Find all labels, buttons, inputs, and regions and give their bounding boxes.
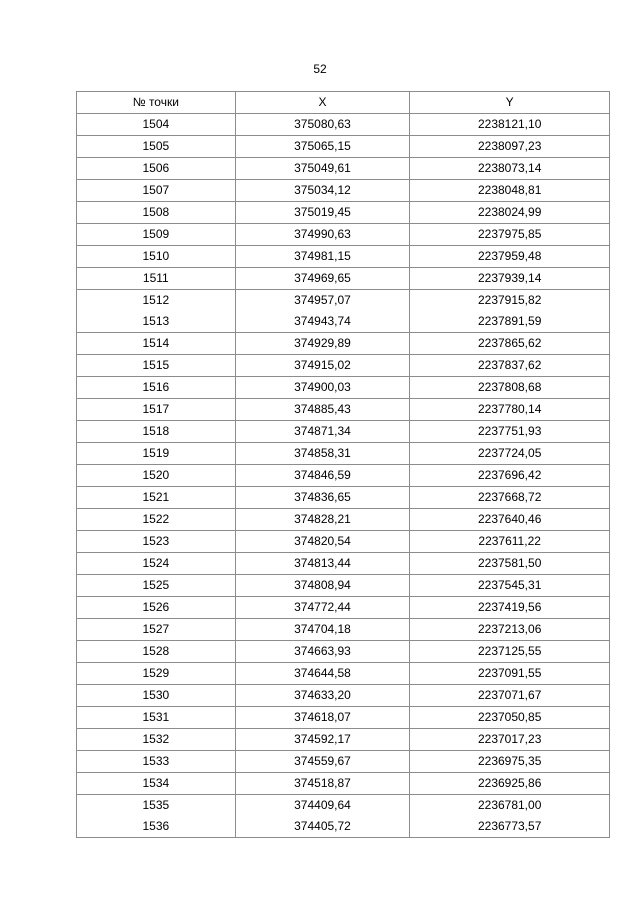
cell-y: 2237724,05 [410,443,610,465]
table-row [77,509,610,531]
coordinates-table [76,91,610,838]
table-row [77,158,610,180]
cell-x: 374943,74 [235,311,410,333]
table-row [77,421,610,443]
table-header-row [77,92,610,114]
table-row [77,663,610,685]
table-row [77,685,610,707]
cell-point-number: 1520 [77,465,236,487]
cell-point-number: 1510 [77,246,236,268]
table-row [77,531,610,553]
cell-point-number: 1532 [77,729,236,751]
cell-point-number: 1533 [77,751,236,773]
table-row [77,487,610,509]
table-row [77,202,610,224]
cell-point-number: 1535 [77,795,236,817]
cell-point-number: 1516 [77,377,236,399]
cell-x: 375065,15 [235,136,410,158]
table-row [77,641,610,663]
table-row [77,553,610,575]
cell-y: 2237213,06 [410,619,610,641]
cell-x: 374409,64 [235,795,410,817]
column-header-point: № точки [77,92,236,114]
cell-point-number: 1508 [77,202,236,224]
cell-x: 374663,93 [235,641,410,663]
cell-y: 2237808,68 [410,377,610,399]
cell-y: 2238024,99 [410,202,610,224]
table-row [77,816,610,838]
cell-x: 375034,12 [235,180,410,202]
cell-x: 374813,44 [235,553,410,575]
cell-y: 2238097,23 [410,136,610,158]
cell-x: 374929,89 [235,333,410,355]
cell-y: 2238121,10 [410,114,610,136]
cell-point-number: 1521 [77,487,236,509]
cell-x: 374957,07 [235,290,410,312]
cell-point-number: 1530 [77,685,236,707]
table-row [77,333,610,355]
table-row [77,597,610,619]
cell-point-number: 1514 [77,333,236,355]
cell-x: 374618,07 [235,707,410,729]
cell-x: 374559,67 [235,751,410,773]
table-body [77,114,610,838]
cell-y: 2237780,14 [410,399,610,421]
cell-x: 374885,43 [235,399,410,421]
cell-y: 2237975,85 [410,224,610,246]
table-row [77,268,610,290]
cell-x: 374871,34 [235,421,410,443]
cell-x: 374633,20 [235,685,410,707]
table-row [77,136,610,158]
table-row [77,311,610,333]
cell-y: 2237891,59 [410,311,610,333]
cell-y: 2237865,62 [410,333,610,355]
cell-y: 2237696,42 [410,465,610,487]
table-row [77,795,610,817]
cell-x: 375049,61 [235,158,410,180]
cell-point-number: 1506 [77,158,236,180]
cell-y: 2238048,81 [410,180,610,202]
table-row [77,246,610,268]
cell-x: 374836,65 [235,487,410,509]
cell-x: 375019,45 [235,202,410,224]
page-number: 52 [313,62,327,76]
cell-y: 2237640,46 [410,509,610,531]
cell-x: 374405,72 [235,816,410,838]
cell-y: 2237091,55 [410,663,610,685]
cell-x: 375080,63 [235,114,410,136]
cell-point-number: 1526 [77,597,236,619]
cell-x: 374820,54 [235,531,410,553]
table-row [77,224,610,246]
cell-y: 2237751,93 [410,421,610,443]
cell-x: 374704,18 [235,619,410,641]
column-header-x: X [235,92,410,114]
table-row [77,751,610,773]
cell-point-number: 1517 [77,399,236,421]
cell-x: 374828,21 [235,509,410,531]
cell-x: 374592,17 [235,729,410,751]
table-row [77,290,610,312]
column-header-y: Y [410,92,610,114]
cell-y: 2237939,14 [410,268,610,290]
table-row [77,180,610,202]
table-row [77,399,610,421]
cell-point-number: 1522 [77,509,236,531]
cell-y: 2236773,57 [410,816,610,838]
cell-y: 2236781,00 [410,795,610,817]
table-row [77,729,610,751]
cell-point-number: 1509 [77,224,236,246]
cell-point-number: 1511 [77,268,236,290]
cell-point-number: 1524 [77,553,236,575]
table-row [77,377,610,399]
cell-y: 2237050,85 [410,707,610,729]
cell-x: 374990,63 [235,224,410,246]
cell-point-number: 1531 [77,707,236,729]
cell-point-number: 1515 [77,355,236,377]
cell-y: 2237959,48 [410,246,610,268]
table-row [77,114,610,136]
cell-y: 2237545,31 [410,575,610,597]
cell-y: 2237419,56 [410,597,610,619]
cell-x: 374644,58 [235,663,410,685]
cell-point-number: 1513 [77,311,236,333]
cell-y: 2238073,14 [410,158,610,180]
cell-point-number: 1529 [77,663,236,685]
cell-x: 374846,59 [235,465,410,487]
table-row [77,619,610,641]
cell-point-number: 1527 [77,619,236,641]
cell-x: 374969,65 [235,268,410,290]
cell-y: 2237668,72 [410,487,610,509]
cell-point-number: 1528 [77,641,236,663]
cell-point-number: 1536 [77,816,236,838]
table-row [77,773,610,795]
cell-x: 374981,15 [235,246,410,268]
cell-x: 374808,94 [235,575,410,597]
cell-y: 2236975,35 [410,751,610,773]
cell-y: 2236925,86 [410,773,610,795]
cell-point-number: 1523 [77,531,236,553]
cell-x: 374915,02 [235,355,410,377]
cell-point-number: 1534 [77,773,236,795]
cell-point-number: 1507 [77,180,236,202]
cell-x: 374858,31 [235,443,410,465]
table-row [77,355,610,377]
cell-point-number: 1504 [77,114,236,136]
cell-point-number: 1518 [77,421,236,443]
cell-y: 2237837,62 [410,355,610,377]
cell-point-number: 1519 [77,443,236,465]
cell-point-number: 1525 [77,575,236,597]
cell-point-number: 1512 [77,290,236,312]
cell-y: 2237581,50 [410,553,610,575]
cell-y: 2237125,55 [410,641,610,663]
table-row [77,443,610,465]
cell-y: 2237017,23 [410,729,610,751]
cell-y: 2237611,22 [410,531,610,553]
cell-y: 2237915,82 [410,290,610,312]
cell-y: 2237071,67 [410,685,610,707]
cell-x: 374900,03 [235,377,410,399]
cell-point-number: 1505 [77,136,236,158]
cell-x: 374772,44 [235,597,410,619]
table-row [77,465,610,487]
table-row [77,707,610,729]
cell-x: 374518,87 [235,773,410,795]
table-row [77,575,610,597]
